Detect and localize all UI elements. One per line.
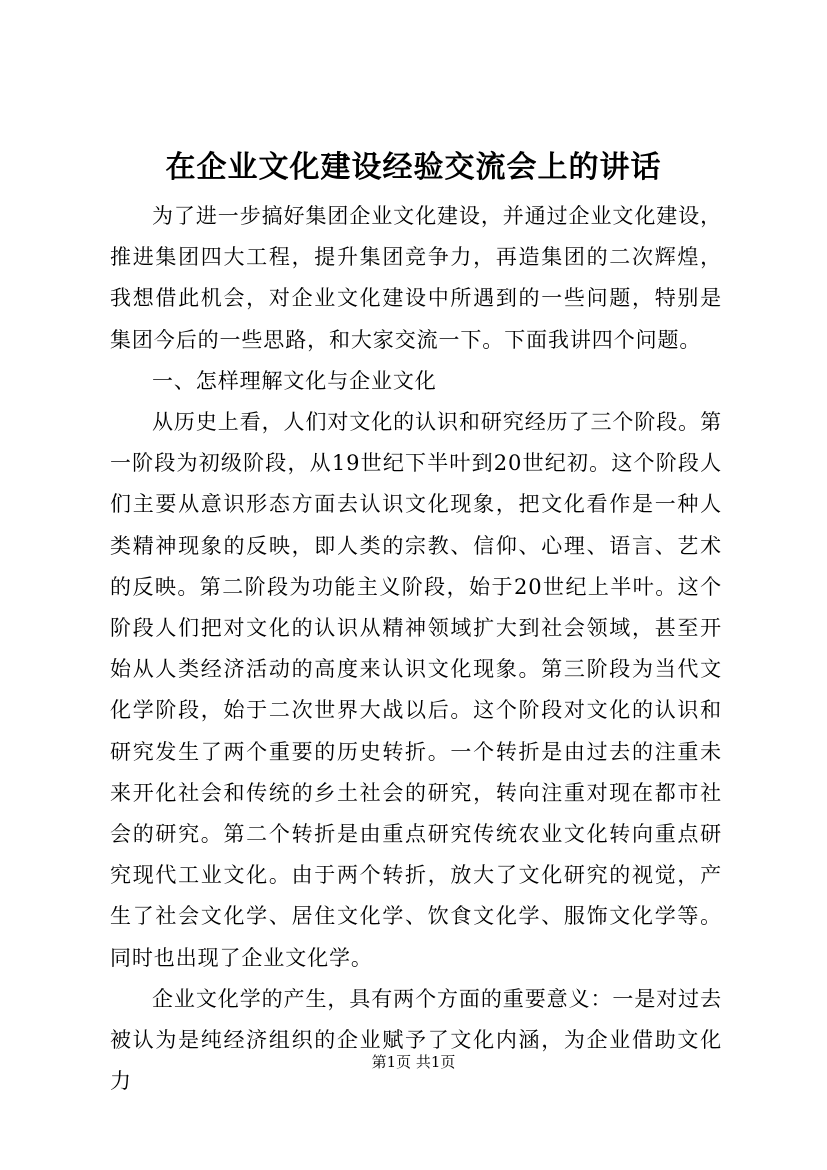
document-title: 在企业文化建设经验交流会上的讲话 [165,150,662,185]
section-heading: 一、怎样理解文化与企业文化 [152,368,437,393]
document-body [110,196,722,1102]
page-footer: 第1页 共1页 [371,1053,456,1071]
paragraph-intro: 为了进一步搞好集团企业文化建设，并通过企业文化建设，推进集团四大工程，提升集团竞争力，再造集团的二次辉煌，我想借此机会，对企业文化建设中所遇到的一些问题，特别是集团今后的一些思路，和大家交流一下。下面我讲四个问题。 [110,204,722,352]
paragraph-significance: 企业文化学的产生，具有两个方面的重要意义：一是对过去被认为是纯经济组织的企业赋予了文化内涵，为企业借助文化力 [110,986,722,1094]
paragraph-history: 从历史上看，人们对文化的认识和研究经历了三个阶段。第一阶段为初级阶段，从19世纪下半叶到20世纪初。这个阶段人们主要从意识形态方面去认识文化现象，把文化看作是一种人类精神现象的反映，即人类的宗教、信仰、心理、语言、艺术的反映。第二阶段为功能主义阶段，始于20世纪上半叶。这个阶段人们把对文化的认识从精神领域扩大到社会领域，甚至开始从人类经济活动的高度来认识文化现象。第三阶段为当代文化学阶段，始于二次世界大战以后。这个阶段对文化的认识和研究发生了两个重要的历史转折。一个转折是由过去的注重未来开化社会和传统的乡土社会的研究，转向注重对现在都市社会的研究。第二个转折是由重点研究传统农业文化转向重点研究现代工业文化。由于两个转折，放大了文化研究的视觉，产生了社会文化学、居住文化学、饮食文化学、服饰文化学等。同时也出现了企业文化学。 [110,410,722,970]
